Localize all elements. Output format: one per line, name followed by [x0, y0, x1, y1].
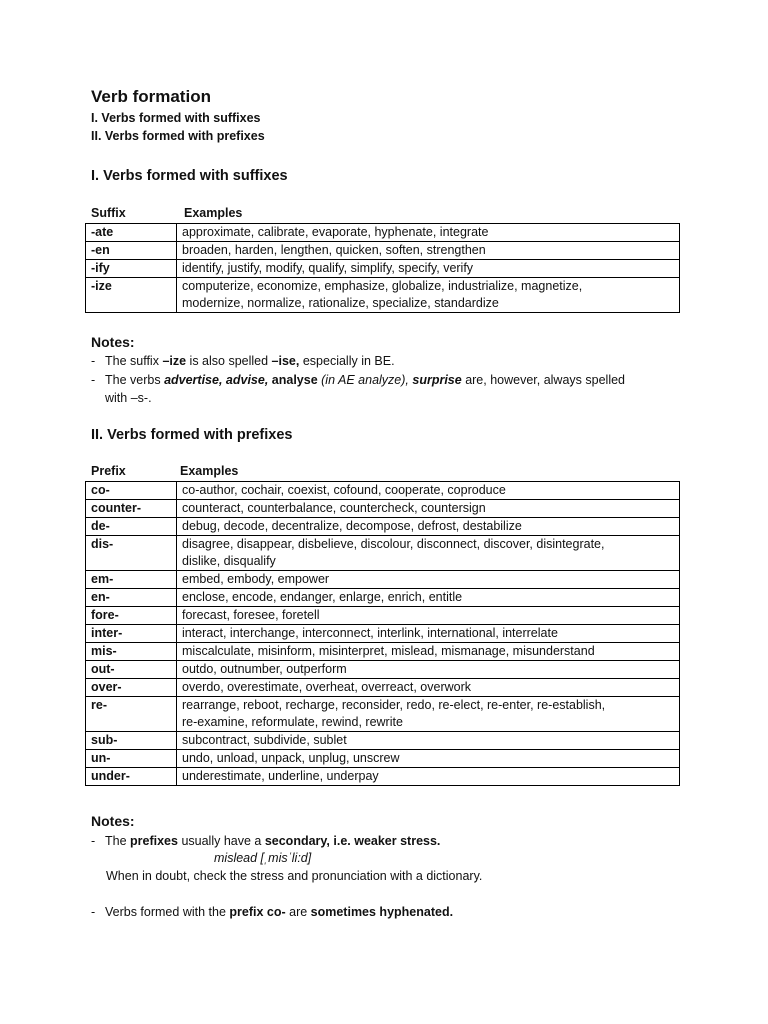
prefix-row — [86, 643, 680, 661]
affix-cell: -ize — [86, 278, 177, 313]
examples-cell — [177, 260, 680, 278]
examples-line: rearrange, reboot, recharge, reconsider, redo, re-elect, re-enter, re-establish, — [182, 698, 606, 712]
pronunciation-example: mislead [ˌmisˈli:d] — [214, 851, 312, 865]
affix-cell: re- — [86, 697, 177, 732]
examples-line: disagree, disappear, disbelieve, discolour, disconnect, discover, disintegrate, — [182, 537, 605, 551]
toc-item-suffixes: I. Verbs formed with suffixes — [91, 111, 261, 125]
affix-cell: co- — [86, 482, 177, 500]
examples-line: co-author, cochair, coexist, cofound, cooperate, coproduce — [182, 483, 506, 497]
affix-cell: -en — [86, 242, 177, 260]
examples-cell — [177, 750, 680, 768]
examples-line: identify, justify, modify, qualify, simplify, specify, verify — [182, 261, 474, 275]
examples-line: computerize, economize, emphasize, globalize, industrialize, magnetize, — [182, 279, 583, 293]
affix-cell: sub- — [86, 732, 177, 750]
examples-cell — [177, 518, 680, 536]
prefix-row — [86, 518, 680, 536]
examples-cell — [177, 224, 680, 242]
document-title: Verb formation — [91, 87, 211, 106]
examples-line: approximate, calibrate, evaporate, hyphenate, integrate — [182, 225, 489, 239]
prefix-row — [86, 536, 680, 571]
prefix-row — [86, 768, 680, 786]
examples-cell — [177, 643, 680, 661]
affix-cell: inter- — [86, 625, 177, 643]
examples-line: modernize, normalize, rationalize, specialize, standardize — [182, 296, 499, 310]
prefix-column-header: Prefix — [91, 464, 126, 478]
examples-cell — [177, 278, 680, 313]
affix-cell: under- — [86, 768, 177, 786]
dictionary-advice: When in doubt, check the stress and pronunciation with a dictionary. — [106, 869, 483, 883]
suffix-row — [86, 260, 680, 278]
examples-line: interact, interchange, interconnect, interlink, international, interrelate — [182, 626, 558, 640]
examples-line: enclose, encode, endanger, enlarge, enrich, entitle — [182, 590, 463, 604]
prefix-table-body — [86, 482, 680, 786]
affix-cell: en- — [86, 589, 177, 607]
examples-cell — [177, 679, 680, 697]
examples-line: debug, decode, decentralize, decompose, defrost, destabilize — [182, 519, 522, 533]
affix-cell: un- — [86, 750, 177, 768]
examples-cell — [177, 661, 680, 679]
suffix-row — [86, 242, 680, 260]
suffix-section-heading: I. Verbs formed with suffixes — [91, 168, 288, 184]
examples-cell — [177, 242, 680, 260]
prefix-note-1: - The prefixes usually have a secondary, i.e. weaker stress. — [91, 834, 441, 848]
prefix-row — [86, 661, 680, 679]
examples-line: undo, unload, unpack, unplug, unscrew — [182, 751, 400, 765]
prefix-section-heading: II. Verbs formed with prefixes — [91, 427, 293, 443]
toc-item-prefixes: II. Verbs formed with prefixes — [91, 129, 265, 143]
examples-line: forecast, foresee, foretell — [182, 608, 320, 622]
affix-cell: mis- — [86, 643, 177, 661]
prefix-table — [85, 481, 680, 786]
suffix-notes-heading: Notes: — [91, 334, 135, 350]
prefix-examples-column-header: Examples — [180, 464, 239, 478]
prefix-row — [86, 482, 680, 500]
prefix-row — [86, 500, 680, 518]
suffix-note-1: - The suffix –ize is also spelled –ise, especially in BE. — [91, 354, 395, 368]
examples-cell — [177, 697, 680, 732]
examples-cell — [177, 571, 680, 589]
suffix-examples-column-header: Examples — [184, 206, 243, 220]
examples-cell — [177, 589, 680, 607]
examples-line: counteract, counterbalance, countercheck, countersign — [182, 501, 486, 515]
affix-cell: fore- — [86, 607, 177, 625]
suffix-row — [86, 278, 680, 313]
affix-cell: de- — [86, 518, 177, 536]
prefix-note-2: - Verbs formed with the prefix co- are sometimes hyphenated. — [91, 905, 454, 919]
affix-cell: over- — [86, 679, 177, 697]
examples-cell — [177, 536, 680, 571]
prefix-row — [86, 625, 680, 643]
examples-line: re-examine, reformulate, rewind, rewrite — [182, 715, 403, 729]
prefix-row — [86, 697, 680, 732]
examples-cell — [177, 732, 680, 750]
examples-line: overdo, overestimate, overheat, overreact, overwork — [182, 680, 472, 694]
affix-cell: counter- — [86, 500, 177, 518]
examples-line: dislike, disqualify — [182, 554, 276, 568]
affix-cell: -ate — [86, 224, 177, 242]
examples-line: subcontract, subdivide, sublet — [182, 733, 347, 747]
examples-cell — [177, 768, 680, 786]
affix-cell: out- — [86, 661, 177, 679]
examples-cell — [177, 625, 680, 643]
examples-line: underestimate, underline, underpay — [182, 769, 379, 783]
examples-cell — [177, 500, 680, 518]
suffix-row — [86, 224, 680, 242]
suffix-column-header: Suffix — [91, 206, 126, 220]
prefix-row — [86, 607, 680, 625]
affix-cell: dis- — [86, 536, 177, 571]
prefix-row — [86, 589, 680, 607]
prefix-row — [86, 732, 680, 750]
examples-line: broaden, harden, lengthen, quicken, soften, strengthen — [182, 243, 486, 257]
examples-cell — [177, 482, 680, 500]
suffix-table-body — [86, 224, 680, 313]
affix-cell: -ify — [86, 260, 177, 278]
examples-line: miscalculate, misinform, misinterpret, mislead, mismanage, misunderstand — [182, 644, 595, 658]
prefix-notes-heading: Notes: — [91, 813, 135, 829]
examples-line: embed, embody, empower — [182, 572, 330, 586]
examples-cell — [177, 607, 680, 625]
examples-line: outdo, outnumber, outperform — [182, 662, 347, 676]
prefix-row — [86, 750, 680, 768]
affix-cell: em- — [86, 571, 177, 589]
prefix-row — [86, 571, 680, 589]
suffix-note-2: - The verbs advertise, advise, analyse (in AE analyze), surprise are, however, always spelled with –s-. — [91, 373, 625, 405]
prefix-row — [86, 679, 680, 697]
suffix-table — [85, 223, 680, 313]
